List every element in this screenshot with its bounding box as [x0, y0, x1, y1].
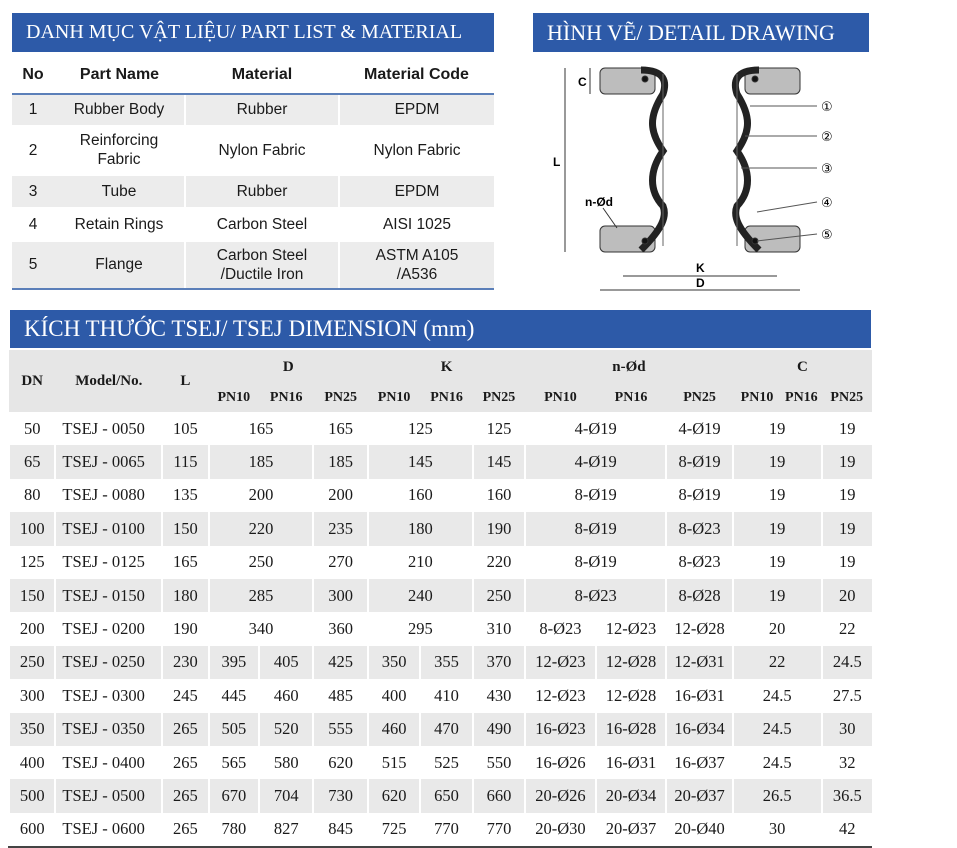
cell-n25: 20-Ø40 — [666, 813, 733, 847]
header-d: D — [209, 350, 368, 384]
cell-dn: 300 — [9, 679, 55, 712]
cell-dn: 125 — [9, 546, 55, 579]
table-row — [9, 479, 872, 512]
header-c-pn16: PN16 — [781, 384, 821, 412]
cell-c25: 19 — [822, 512, 872, 545]
detail-drawing — [545, 56, 845, 301]
cell-d25: 185 — [313, 445, 367, 478]
retain-ring-bl — [642, 238, 648, 244]
header-c-pn10: PN10 — [733, 384, 781, 412]
part-no: 2 — [12, 125, 54, 175]
table-row — [9, 412, 872, 445]
cell-n16: 16-Ø31 — [596, 746, 667, 779]
cell-n10: 12-Ø23 — [525, 679, 596, 712]
cell-d25: 555 — [313, 713, 367, 746]
cell-k25: 430 — [473, 679, 525, 712]
cell-k25: 250 — [473, 579, 525, 612]
cell-k10: 210 — [368, 546, 473, 579]
part-material: Carbon Steel — [185, 207, 339, 241]
part-name: Flange — [54, 241, 185, 289]
leader-4 — [757, 202, 817, 212]
cell-c25: 19 — [822, 445, 872, 478]
cell-l: 265 — [162, 779, 208, 812]
cell-n10: 8-Ø23 — [525, 579, 666, 612]
cell-l: 165 — [162, 546, 208, 579]
part-code: ASTM A105 /A536 — [375, 246, 459, 283]
cell-model: TSEJ - 0050 — [55, 412, 162, 445]
part-material: Carbon Steel /Ductile Iron — [216, 246, 308, 283]
cell-n25: 8-Ø23 — [666, 512, 733, 545]
cell-k10: 180 — [368, 512, 473, 545]
cell-n10: 20-Ø30 — [525, 813, 596, 847]
part-name: Tube — [54, 175, 185, 207]
cell-dn: 600 — [9, 813, 55, 847]
leader-nod — [603, 208, 617, 228]
cell-c10: 30 — [733, 813, 822, 847]
parts-table — [12, 57, 494, 290]
dimension-table-body — [9, 412, 872, 847]
cell-c25: 19 — [822, 479, 872, 512]
cell-n10: 8-Ø19 — [525, 512, 666, 545]
cell-d16: 704 — [259, 779, 313, 812]
rubber-body-right — [735, 70, 759, 250]
part-name: Retain Rings — [54, 207, 185, 241]
cell-k25: 370 — [473, 646, 525, 679]
header-d-pn16: PN16 — [259, 384, 313, 412]
cell-l: 245 — [162, 679, 208, 712]
cell-d16: 460 — [259, 679, 313, 712]
header-k-pn16: PN16 — [420, 384, 472, 412]
cell-model: TSEJ - 0200 — [55, 612, 162, 645]
cell-k25: 490 — [473, 713, 525, 746]
header-dn: DN — [9, 350, 55, 412]
header-k-pn10: PN10 — [368, 384, 420, 412]
cell-c10: 24.5 — [733, 679, 822, 712]
part-material: Rubber — [185, 175, 339, 207]
cell-c25: 42 — [822, 813, 872, 847]
header-d-pn25: PN25 — [313, 384, 367, 412]
table-row — [9, 779, 872, 812]
cell-k25: 145 — [473, 445, 525, 478]
cell-k10: 160 — [368, 479, 473, 512]
cell-n10: 8-Ø19 — [525, 479, 666, 512]
cell-dn: 400 — [9, 746, 55, 779]
parts-row — [12, 175, 494, 207]
callout-1: ① — [821, 100, 833, 115]
cell-model: TSEJ - 0600 — [55, 813, 162, 847]
cell-c25: 19 — [822, 546, 872, 579]
cell-n10: 12-Ø23 — [525, 646, 596, 679]
table-row — [9, 546, 872, 579]
cell-k10: 145 — [368, 445, 473, 478]
part-code: EPDM — [339, 175, 494, 207]
cell-c10: 22 — [733, 646, 822, 679]
cell-l: 265 — [162, 746, 208, 779]
cell-n25: 12-Ø31 — [666, 646, 733, 679]
cell-n25: 16-Ø31 — [666, 679, 733, 712]
cell-d10: 165 — [209, 412, 314, 445]
cell-n16: 12-Ø28 — [596, 646, 667, 679]
cell-c25: 22 — [822, 612, 872, 645]
cell-model: TSEJ - 0080 — [55, 479, 162, 512]
cell-k25: 550 — [473, 746, 525, 779]
cell-k16: 770 — [420, 813, 472, 847]
table-row — [9, 512, 872, 545]
cell-n16: 20-Ø37 — [596, 813, 667, 847]
cell-n10: 8-Ø23 — [525, 612, 596, 645]
part-no: 4 — [12, 207, 54, 241]
parts-header-row — [12, 57, 494, 94]
part-material-cell — [185, 241, 339, 289]
cell-dn: 250 — [9, 646, 55, 679]
parts-row — [12, 241, 494, 289]
cell-d10: 220 — [209, 512, 314, 545]
cell-d10: 445 — [209, 679, 259, 712]
part-name-cell — [54, 125, 185, 175]
cell-c25: 36.5 — [822, 779, 872, 812]
cell-d10: 395 — [209, 646, 259, 679]
cell-n25: 16-Ø37 — [666, 746, 733, 779]
drawing-heading: HÌNH VẼ/ DETAIL DRAWING — [533, 13, 869, 52]
cell-c25: 27.5 — [822, 679, 872, 712]
cell-d10: 505 — [209, 713, 259, 746]
label-k: K — [696, 261, 705, 275]
cell-model: TSEJ - 0150 — [55, 579, 162, 612]
parts-header-code: Material Code — [339, 57, 494, 94]
table-row — [9, 612, 872, 645]
cell-d25: 730 — [313, 779, 367, 812]
cell-k10: 725 — [368, 813, 420, 847]
parts-row — [12, 94, 494, 125]
parts-header-name: Part Name — [54, 57, 185, 94]
header-l: L — [162, 350, 208, 412]
rubber-body-left — [641, 70, 665, 250]
retain-ring-tl — [642, 76, 648, 82]
cell-c25: 24.5 — [822, 646, 872, 679]
cell-d10: 285 — [209, 579, 314, 612]
cell-dn: 65 — [9, 445, 55, 478]
header-n-pn10: PN10 — [525, 384, 596, 412]
cell-d25: 360 — [313, 612, 367, 645]
cell-l: 150 — [162, 512, 208, 545]
cell-k10: 515 — [368, 746, 420, 779]
retain-ring-tr — [752, 76, 758, 82]
table-row — [9, 445, 872, 478]
header-k: K — [368, 350, 525, 384]
cell-c25: 30 — [822, 713, 872, 746]
cell-n25: 16-Ø34 — [666, 713, 733, 746]
cell-n10: 4-Ø19 — [525, 445, 666, 478]
cell-model: TSEJ - 0065 — [55, 445, 162, 478]
cell-d25: 485 — [313, 679, 367, 712]
cell-d16: 580 — [259, 746, 313, 779]
cell-k25: 220 — [473, 546, 525, 579]
cell-d10: 200 — [209, 479, 314, 512]
table-row — [9, 813, 872, 847]
cell-c10: 19 — [733, 445, 822, 478]
part-code: EPDM — [339, 94, 494, 125]
label-c: C — [578, 75, 587, 89]
cell-c10: 19 — [733, 546, 822, 579]
cell-c10: 26.5 — [733, 779, 822, 812]
part-no: 3 — [12, 175, 54, 207]
cell-dn: 100 — [9, 512, 55, 545]
cell-n25: 12-Ø28 — [666, 612, 733, 645]
part-no: 1 — [12, 94, 54, 125]
cell-d10: 780 — [209, 813, 259, 847]
parts-row — [12, 207, 494, 241]
cell-l: 180 — [162, 579, 208, 612]
cell-d25: 425 — [313, 646, 367, 679]
cell-l: 230 — [162, 646, 208, 679]
part-code: Nylon Fabric — [339, 125, 494, 175]
cell-n16: 12-Ø28 — [596, 679, 667, 712]
cell-d10: 340 — [209, 612, 314, 645]
part-name: Rubber Body — [54, 94, 185, 125]
header-n-pn16: PN16 — [596, 384, 667, 412]
part-material: Rubber — [185, 94, 339, 125]
cell-dn: 50 — [9, 412, 55, 445]
cell-k25: 660 — [473, 779, 525, 812]
cell-k16: 410 — [420, 679, 472, 712]
cell-dn: 350 — [9, 713, 55, 746]
table-row — [9, 713, 872, 746]
cell-dn: 150 — [9, 579, 55, 612]
table-row — [9, 579, 872, 612]
cell-k10: 295 — [368, 612, 473, 645]
part-no: 5 — [12, 241, 54, 289]
cell-dn: 80 — [9, 479, 55, 512]
cell-k10: 350 — [368, 646, 420, 679]
cell-l: 190 — [162, 612, 208, 645]
cell-k25: 770 — [473, 813, 525, 847]
cell-l: 265 — [162, 713, 208, 746]
cell-model: TSEJ - 0500 — [55, 779, 162, 812]
header-model: Model/No. — [55, 350, 162, 412]
dimension-table — [8, 350, 872, 848]
callout-5: ⑤ — [821, 228, 833, 243]
cell-n10: 20-Ø26 — [525, 779, 596, 812]
cell-model: TSEJ - 0250 — [55, 646, 162, 679]
part-name: Reinforcing Fabric — [79, 132, 159, 168]
cell-d25: 200 — [313, 479, 367, 512]
cell-dn: 500 — [9, 779, 55, 812]
cell-k10: 400 — [368, 679, 420, 712]
cell-k25: 160 — [473, 479, 525, 512]
parts-heading: DANH MỤC VẬT LIỆU/ PART LIST & MATERIAL — [12, 13, 494, 52]
cell-k25: 125 — [473, 412, 525, 445]
cell-d16: 405 — [259, 646, 313, 679]
cell-k16: 470 — [420, 713, 472, 746]
cell-n16: 16-Ø28 — [596, 713, 667, 746]
cell-k25: 190 — [473, 512, 525, 545]
parts-row — [12, 125, 494, 175]
cell-c10: 24.5 — [733, 713, 822, 746]
label-l: L — [553, 155, 561, 169]
cell-d25: 620 — [313, 746, 367, 779]
cell-d16: 827 — [259, 813, 313, 847]
callout-2: ② — [821, 130, 833, 145]
header-c-pn25: PN25 — [822, 384, 872, 412]
part-material: Nylon Fabric — [185, 125, 339, 175]
header-d-pn10: PN10 — [209, 384, 259, 412]
cell-k16: 525 — [420, 746, 472, 779]
cell-d10: 250 — [209, 546, 314, 579]
cell-n25: 8-Ø23 — [666, 546, 733, 579]
cell-n25: 8-Ø19 — [666, 445, 733, 478]
table-row — [9, 679, 872, 712]
cell-c10: 19 — [733, 579, 822, 612]
header-n-pn25: PN25 — [666, 384, 733, 412]
label-nod: n-Ød — [585, 195, 613, 209]
callout-4: ④ — [821, 196, 833, 211]
table-row — [9, 646, 872, 679]
cell-l: 105 — [162, 412, 208, 445]
cell-c10: 24.5 — [733, 746, 822, 779]
cell-model: TSEJ - 0100 — [55, 512, 162, 545]
cell-n10: 8-Ø19 — [525, 546, 666, 579]
cell-n25: 8-Ø19 — [666, 479, 733, 512]
cell-d10: 185 — [209, 445, 314, 478]
cell-d25: 165 — [313, 412, 367, 445]
cell-c10: 19 — [733, 412, 822, 445]
cell-d25: 300 — [313, 579, 367, 612]
parts-header-no: No — [12, 57, 54, 94]
cell-model: TSEJ - 0125 — [55, 546, 162, 579]
cell-k10: 460 — [368, 713, 420, 746]
cell-k16: 355 — [420, 646, 472, 679]
cell-n10: 4-Ø19 — [525, 412, 666, 445]
cell-c10: 19 — [733, 512, 822, 545]
cell-d16: 520 — [259, 713, 313, 746]
cell-n25: 4-Ø19 — [666, 412, 733, 445]
cell-c25: 19 — [822, 412, 872, 445]
cell-d10: 565 — [209, 746, 259, 779]
cell-k10: 125 — [368, 412, 473, 445]
dimension-heading: KÍCH THƯỚC TSEJ/ TSEJ DIMENSION (mm) — [10, 310, 871, 348]
cell-l: 265 — [162, 813, 208, 847]
cell-k10: 240 — [368, 579, 473, 612]
cell-model: TSEJ - 0350 — [55, 713, 162, 746]
cell-c25: 20 — [822, 579, 872, 612]
cell-n16: 20-Ø34 — [596, 779, 667, 812]
cell-d25: 845 — [313, 813, 367, 847]
table-row — [9, 746, 872, 779]
header-nod: n-Ød — [525, 350, 733, 384]
cell-k25: 310 — [473, 612, 525, 645]
cell-n10: 16-Ø23 — [525, 713, 596, 746]
cell-c25: 32 — [822, 746, 872, 779]
dimension-header-row-1 — [9, 350, 872, 384]
part-code-cell — [339, 241, 494, 289]
header-c: C — [733, 350, 872, 384]
cell-model: TSEJ - 0300 — [55, 679, 162, 712]
header-k-pn25: PN25 — [473, 384, 525, 412]
cell-l: 115 — [162, 445, 208, 478]
cell-k10: 620 — [368, 779, 420, 812]
expansion-joint-diagram — [565, 68, 817, 290]
cell-n10: 16-Ø26 — [525, 746, 596, 779]
cell-d25: 235 — [313, 512, 367, 545]
label-d: D — [696, 276, 705, 290]
cell-d10: 670 — [209, 779, 259, 812]
cell-c10: 20 — [733, 612, 822, 645]
cell-dn: 200 — [9, 612, 55, 645]
cell-d25: 270 — [313, 546, 367, 579]
cell-l: 135 — [162, 479, 208, 512]
cell-n25: 20-Ø37 — [666, 779, 733, 812]
cell-n25: 8-Ø28 — [666, 579, 733, 612]
cell-c10: 19 — [733, 479, 822, 512]
part-code: AISI 1025 — [339, 207, 494, 241]
cell-model: TSEJ - 0400 — [55, 746, 162, 779]
cell-n16: 12-Ø23 — [596, 612, 667, 645]
callout-3: ③ — [821, 162, 833, 177]
cell-k16: 650 — [420, 779, 472, 812]
parts-header-material: Material — [185, 57, 339, 94]
